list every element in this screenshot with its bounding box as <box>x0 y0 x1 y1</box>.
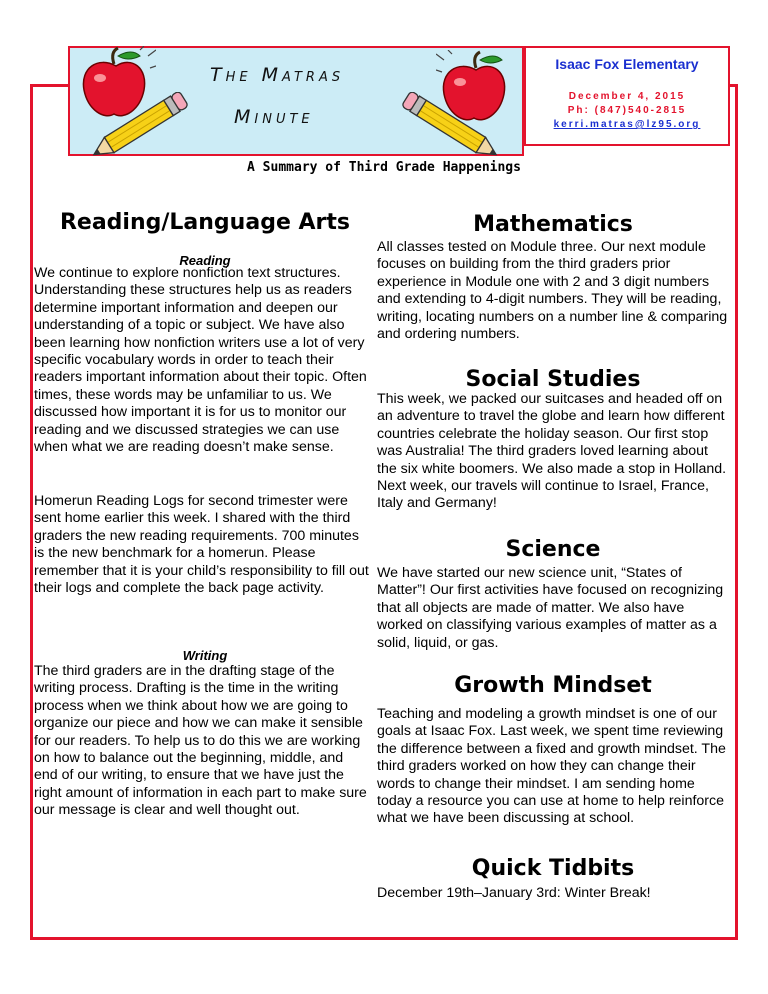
heading-social-studies: Social Studies <box>465 367 641 392</box>
pencil-icon <box>82 92 194 167</box>
subhead-reading: Reading <box>179 253 231 268</box>
science-paragraph: We have started our new science unit, “States of Matter”! Our first activities have focused on recognizing that all objects are made of matter. We also have worked on classifying various examples of matter as a solid, liquid, or gas. <box>377 565 724 651</box>
tidbits-paragraph: December 19th–January 3rd: Winter Break! <box>377 885 651 901</box>
email-link[interactable]: kerri.matras@lz95.org <box>553 119 701 130</box>
heading-science: Science <box>505 537 601 562</box>
newsletter-subtitle: A Summary of Third Grade Happenings <box>247 160 521 175</box>
newsletter-title-line1: The Matras <box>210 64 345 86</box>
newsletter-title-line2: Minute <box>234 106 314 128</box>
heading-reading-language-arts: Reading/Language Arts <box>59 210 351 235</box>
writing-paragraph: The third graders are in the drafting stage of the writing process. Drafting is the time in the writing process when we think about how we are going to organize our piece and how we can make it sensible for our readers. To help us to do this we are working on how to balance out the beginning, middle, and end of our writing, to ensure that we have just the right amount of information in each part to make sure our message is clear and well thought out. <box>34 663 367 819</box>
reading-paragraph-1: We continue to explore nonfiction text structures. Understanding these structures help us as readers determine important information and deepen our understanding of a topic or subject. We have also been learning how nonfiction writers use a lot of very specific vocabulary words in order to teach their readers important information about their topic. Often times, these words may be unfamiliar to us. We discussed how important it is for us to monitor our reading and we discussed strategies we can use when what we are reading doesn’t make sense. <box>34 265 367 456</box>
contact-info-box <box>524 46 730 146</box>
heading-mathematics: Mathematics <box>473 212 633 237</box>
subhead-writing: Writing <box>182 648 228 663</box>
phone-number: Ph: (847)540-2815 <box>567 105 687 116</box>
heading-quick-tidbits: Quick Tidbits <box>471 856 635 881</box>
pencil-icon <box>396 92 508 167</box>
math-paragraph: All classes tested on Module three. Our next module focuses on building from the third graders prior experience in Module one with 2 and 3 digit numbers and extending to 4-digit numbers. They will be reading, writing, locating numbers on a number line & comparing and ordering numbers. <box>377 239 728 343</box>
social-studies-paragraph: This week, we packed our suitcases and headed off on an adventure to travel the globe and learn how different countries celebrate the holiday season. Our first stop was Australia! The third graders loved learning about the six white boomers. We also made a stop in Holland. Next week, our travels will continue to Israel, France, Italy and Germany! <box>377 391 727 512</box>
reading-paragraph-2: Homerun Reading Logs for second trimester were sent home earlier this week. I shared with the third graders the new reading requirements. 700 minutes is the new benchmark for a homerun. Please remember that it is your child’s responsibility to fill out their logs and complete the back page activity. <box>34 493 369 597</box>
growth-mindset-paragraph: Teaching and modeling a growth mindset is one of our goals at Isaac Fox. Last week, we spent time reviewing the difference between a fixed and growth mindset. The third graders worked on how they can change their words to change their mindset. I am sending home today a resource you can use at home to help reinforce what we have been discussing at school. <box>377 706 726 827</box>
issue-date: December 4, 2015 <box>568 91 686 102</box>
school-name: Isaac Fox Elementary <box>555 56 699 72</box>
heading-growth-mindset: Growth Mindset <box>454 673 652 698</box>
